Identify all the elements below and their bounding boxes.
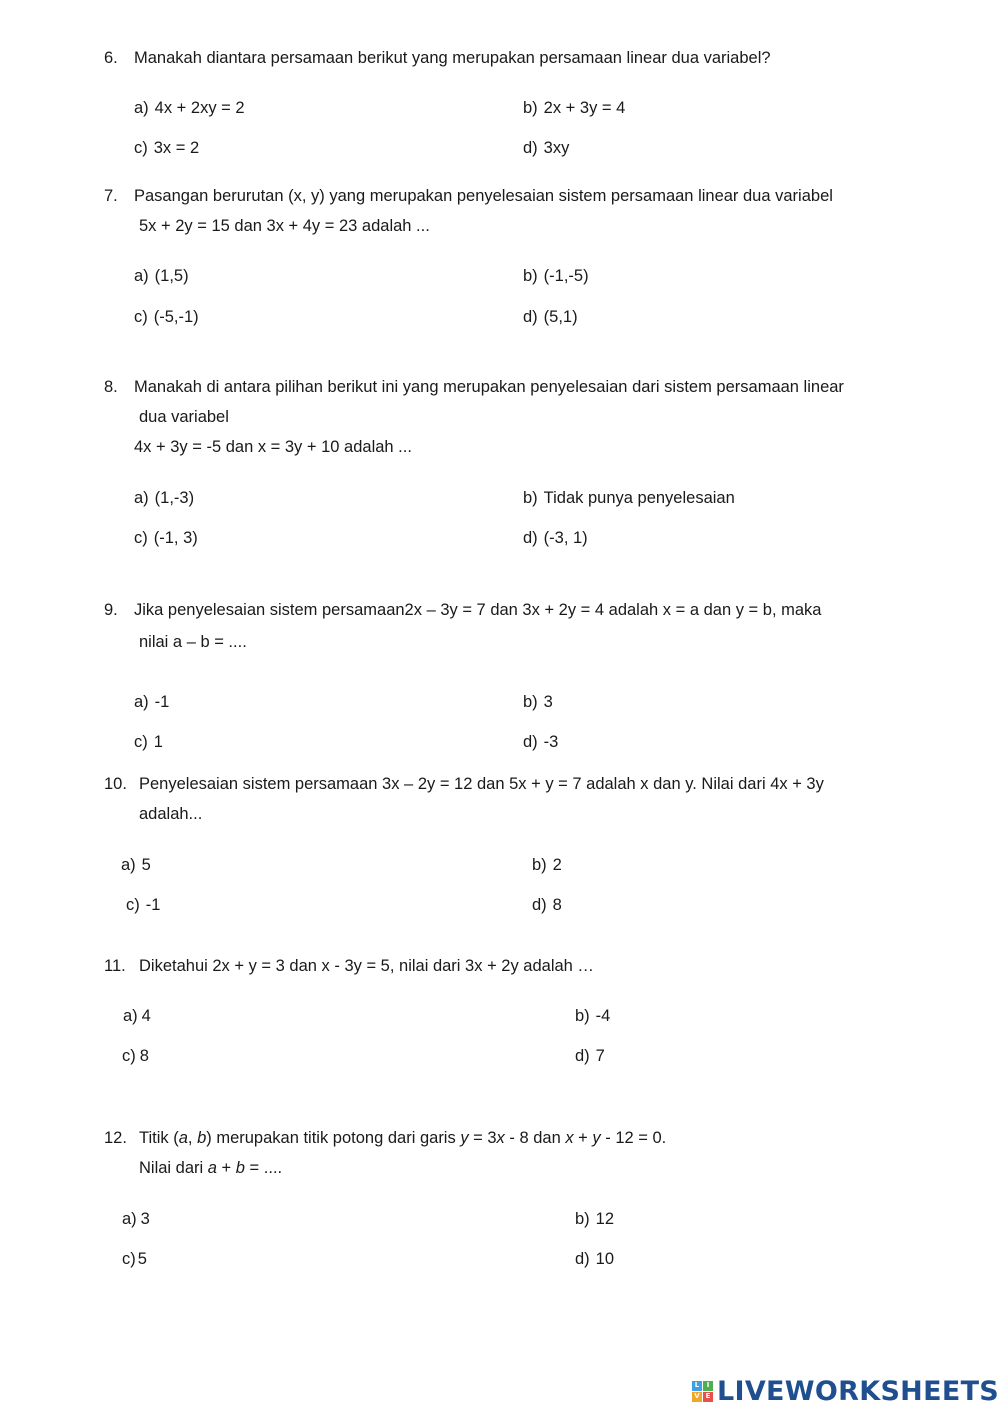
question-text: Manakah diantara persamaan berikut yang merupakan persamaan linear dua variabel? [134,49,771,67]
question-number: 11. [104,957,126,975]
option-d[interactable]: d) 8 [532,896,562,914]
option-c[interactable]: c) 5 [122,1250,147,1268]
option-c[interactable]: c) 8 [122,1047,149,1065]
logo-square-e: E [703,1392,713,1402]
logo-square-l: L [692,1381,702,1391]
question-text-line: Nilai dari a + b = .... [139,1159,283,1177]
question-text: Manakah di antara pilihan berikut ini yang merupakan penyelesaian dari sistem persamaan linear [134,378,844,396]
option-a[interactable]: a) (1,-3) [134,489,195,507]
logo-square-v: V [692,1392,702,1402]
option-b[interactable]: b) 3 [523,693,553,711]
option-b[interactable]: b) 12 [575,1210,615,1228]
option-a[interactable]: a) (1,5) [134,267,189,285]
option-b[interactable]: b) (-1,-5) [523,267,589,285]
question-number: 12. [104,1129,127,1147]
option-d[interactable]: d) (5,1) [523,308,578,326]
option-b[interactable]: b) Tidak punya penyelesaian [523,489,735,507]
question-number: 9. [104,601,118,619]
question-text: Pasangan berurutan (x, y) yang merupakan penyelesaian sistem persamaan linear dua variabel [134,187,833,205]
option-d[interactable]: d) 3xy [523,139,570,157]
option-c[interactable]: c) -1 [126,896,161,914]
question-text-line: 5x + 2y = 15 dan 3x + 4y = 23 adalah ... [139,217,430,235]
question-text-line: nilai a – b = .... [139,633,247,651]
brand-name: LIVEWORKSHEETS [717,1375,1000,1407]
option-b[interactable]: b) 2 [532,856,562,874]
option-b[interactable]: b) -4 [575,1007,611,1025]
question-text: Jika penyelesaian sistem persamaan2x – 3y = 7 dan 3x + 2y = 4 adalah x = a dan y = b, maka [134,601,822,619]
question-number: 8. [104,378,118,396]
question-text-line: 4x + 3y = -5 dan x = 3y + 10 adalah ... [134,438,412,456]
option-d[interactable]: d) 10 [575,1250,615,1268]
option-c[interactable]: c) 1 [134,733,163,751]
option-d[interactable]: d) -3 [523,733,559,751]
question-text: Diketahui 2x + y = 3 dan x - 3y = 5, nilai dari 3x + 2y adalah … [139,957,594,975]
question-text-line: adalah... [139,805,203,823]
question-number: 7. [104,187,118,205]
question-text: Penyelesaian sistem persamaan 3x – 2y = 12 dan 5x + y = 7 adalah x dan y. Nilai dari 4x + 3y [139,775,824,793]
option-b[interactable]: b) 2x + 3y = 4 [523,99,626,117]
option-a[interactable]: a) 5 [121,856,151,874]
option-c[interactable]: c) 3x = 2 [134,139,200,157]
option-d[interactable]: d) (-3, 1) [523,529,588,547]
question-number: 10. [104,775,127,793]
question-text: Titik (a, b) merupakan titik potong dari garis y = 3x - 8 dan x + y - 12 = 0. [139,1129,667,1147]
option-c[interactable]: c) (-1, 3) [134,529,198,547]
liveworksheets-logo-icon [692,1381,713,1402]
option-a[interactable]: a) -1 [134,693,170,711]
logo-square-i: I [703,1381,713,1391]
option-a[interactable]: a) 4 [123,1007,151,1025]
option-a[interactable]: a) 4x + 2xy = 2 [134,99,245,117]
option-d[interactable]: d) 7 [575,1047,605,1065]
liveworksheets-logo [692,1374,999,1408]
question-number: 6. [104,49,118,67]
option-c[interactable]: c) (-5,-1) [134,308,199,326]
option-a[interactable]: a) 3 [122,1210,150,1228]
question-text-line: dua variabel [139,408,229,426]
